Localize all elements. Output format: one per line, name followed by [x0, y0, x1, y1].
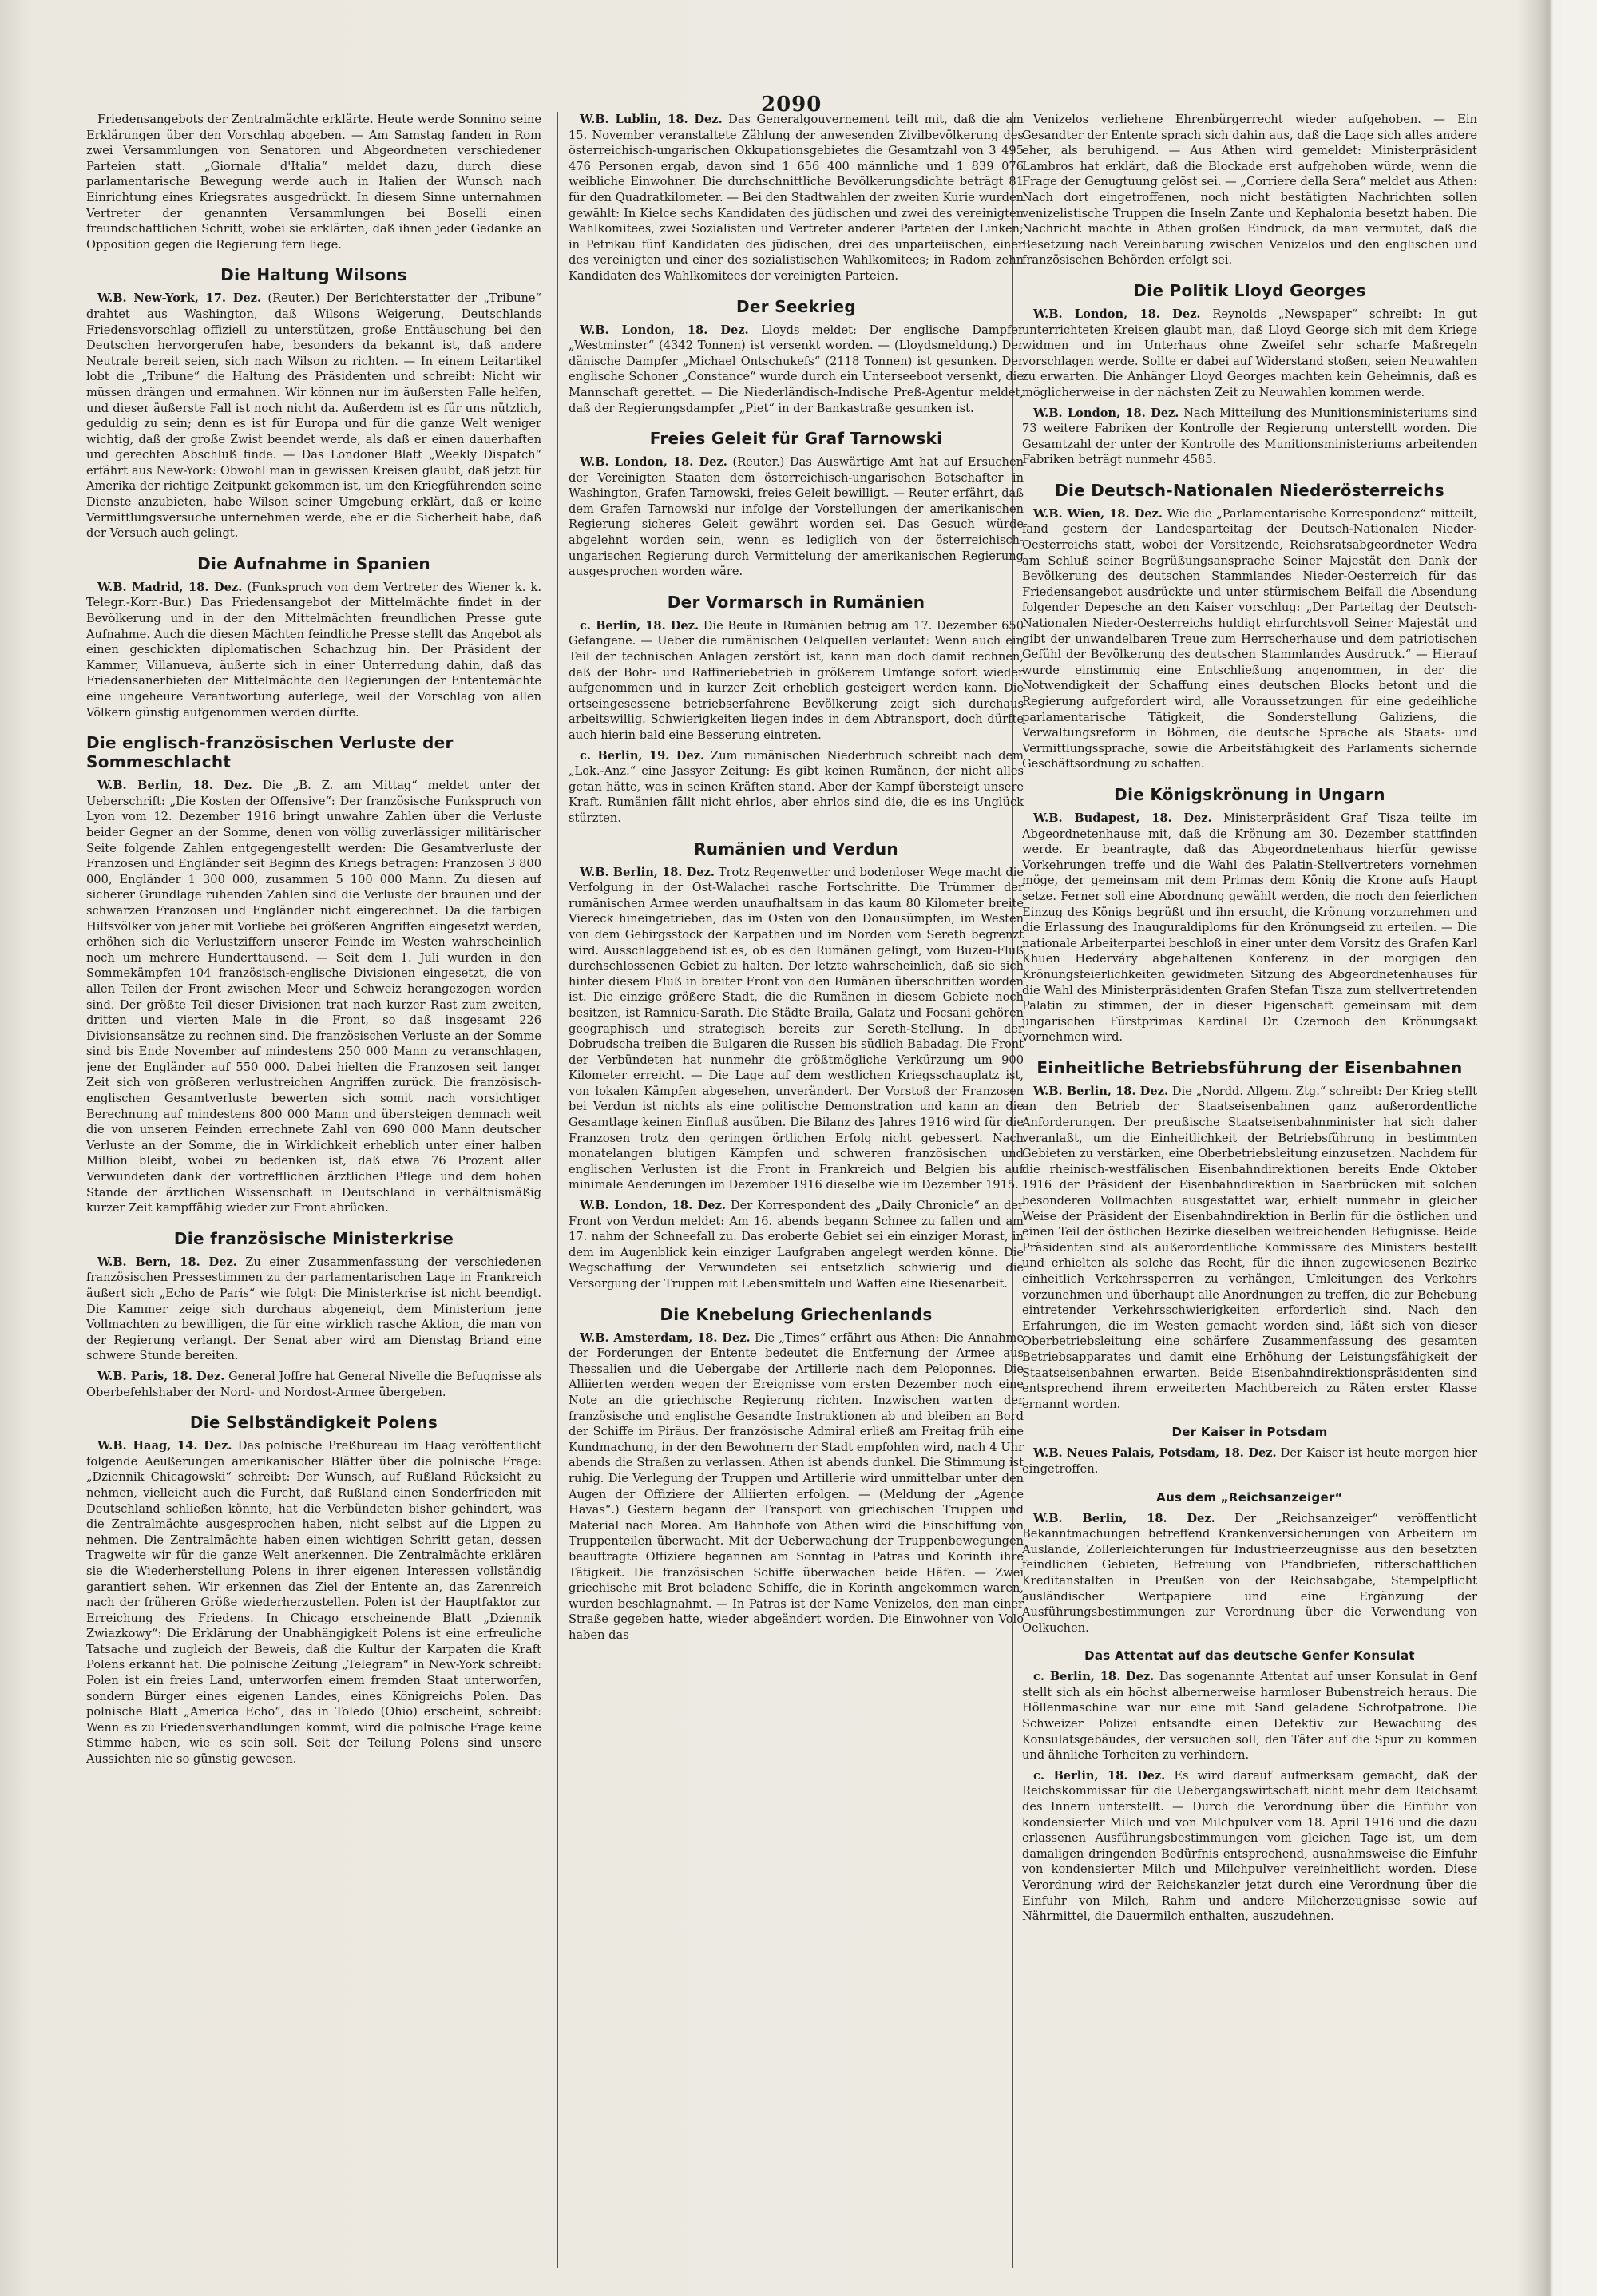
dateline: W.B. London, 18. Dez. [580, 455, 727, 470]
paragraph-text: Die Beute in Rumänien betrug am 17. Dezember 650 Gefangene. — Ueber die rumänischen Oelquellen verlautet: Wenn auch ein Teil der technischen Anlagen zerstört ist, kann man doch damit rechnen, daß der Bohr- und Raffineriebetrieb in größerem Umfange sofort wieder aufgenommen und in kurzer Zeit erheblich gesteigert werden kann. Die ortseingesessene betriebserfahrene Bevölkerung zeigt sich durchaus arbeitswillig. Schwierigkeiten liegen indes in dem Abtransport, doch dürfte auch hierin bald eine Besserung eintreten. [569, 618, 1024, 742]
article-headline: Der Seekrieg [735, 296, 857, 316]
dateline: c. Berlin, 18. Dez. [580, 618, 699, 632]
dateline: W.B. Lublin, 18. Dez. [580, 113, 723, 126]
paragraph-text: General Joffre hat General Nivelle die Befugnisse als Oberbefehlshaber der Nord- und Nordost-Armee übergeben. [86, 1369, 541, 1399]
article-headline: Die Aufnahme in Spanien [197, 553, 430, 573]
article-headline: Die Königskrönung in Ungarn [1114, 784, 1385, 804]
paragraph-text: Zum rumänischen Niederbruch schreibt nach dem „Lok.-Anz.“ eine Jassyer Zeitung: Es gibt keinen Rumänen, der nicht alles getan hätte, was in seinen Kräften stand. Aber der Kampf übersteigt unsere Kraft. Rumänien fällt nicht ehrlos, aber ehrlos sind die, die es ins Unglück stürzten. [569, 748, 1024, 825]
article-paragraph [86, 580, 541, 720]
column-1 [86, 112, 541, 2268]
paragraph-text: Der „Reichsanzeiger“ veröffentlicht Bekanntmachungen betreffend Krankenversicherungen von Arbeitern im Auslande, Zollerleichterungen für Industrieerzeugnisse aus den besetzten feindlichen Gebieten, Befreiung von Pfandbriefen, ritterschaftlichen Kreditanstalten in Preußen von der Reichsabgabe, Stempelpflicht ausländischer Wertpapiere und eine Ergänzung der Ausführungsbestimmungen zur Verordnung über die Verwendung von Oelkuchen. [1022, 1511, 1477, 1635]
article-paragraph [569, 1198, 1024, 1292]
article-paragraph [86, 1369, 541, 1400]
paragraph-text: Der Kaiser ist heute morgen hier eingetroffen. [1022, 1446, 1477, 1476]
article-headline: Die französische Ministerkrise [173, 1228, 454, 1248]
article-paragraph [86, 1255, 541, 1364]
column-rule [557, 112, 558, 2268]
article-headline: Die Knebelung Griechenlands [660, 1304, 933, 1324]
column-3 [1022, 112, 1477, 2268]
dateline: c. Berlin, 18. Dez. [1033, 1768, 1166, 1782]
dateline: W.B. Budapest, 18. Dez. [1033, 811, 1212, 825]
paragraph-text: (Funkspruch von dem Vertreter des Wiener k. k. Telegr.-Korr.-Bur.) Das Friedensangebot der Mittelmächte findet in der Bevölkerung und in der den Mittelmächten freundlichen Presse gute Aufnahme. Auch die diesen Mächten feindliche Presse stellt das Angebot als einen geschickten diplomatischen Schachzug hin. Der Präsident der Kammer, Villanueva, äußerte sich in einer Unterredung dahin, daß das Friedensanerbieten der Mittelmächte den Regierungen der Ententemächte eine ungeheure Verantwortung auferlege, weil der Vorschlag von allen Völkern günstig aufgenommen werden dürfte. [86, 580, 541, 720]
article-paragraph [86, 1438, 541, 1767]
dateline: W.B. Neues Palais, Potsdam, 18. Dez. [1033, 1446, 1277, 1461]
article-paragraph [569, 1330, 1024, 1644]
article-paragraph [86, 778, 541, 1216]
article-headline: Aus dem „Reichsanzeiger“ [1156, 1489, 1343, 1505]
article-headline: Die englisch-französischen Verluste der Sommeschlacht [86, 733, 454, 772]
paragraph-text: Zu einer Zusammenfassung der verschiedenen französischen Pressestimmen zu der parlamentarischen Lage in Frankreich äußert sich „Echo de Paris“ wie folgt: Die Ministerkrise ist nicht beendigt. Die Kammer zeige sich durchaus abgeneigt, dem Ministerium jene Vollmachten zu bewilligen, die für eine wirklich rasche Aktion, die man von der Regierung verlangt. Der Senat aber wird am Dienstag Briand eine schwere Stunde bereiten. [86, 1255, 541, 1363]
article-headline: Rumänien und Verdun [694, 839, 898, 859]
page-number: 2090 [761, 93, 822, 117]
dateline: W.B. Wien, 18. Dez. [1033, 506, 1163, 521]
article-headline: Der Kaiser in Potsdam [1171, 1425, 1328, 1440]
dateline: W.B. London, 18. Dez. [580, 323, 749, 337]
dateline: W.B. Bern, 18. Dez. [97, 1255, 237, 1269]
article-paragraph [1022, 1511, 1477, 1636]
dateline: W.B. Berlin, 18. Dez. [580, 865, 715, 879]
article-paragraph [1022, 1445, 1477, 1477]
article-paragraph [86, 291, 541, 541]
dateline: W.B. Haag, 14. Dez. [97, 1439, 232, 1453]
paragraph-text: (Reuter.) Das Auswärtige Amt hat auf Ersuchen der Vereinigten Staaten dem österreichisch-ungarischen Botschafter in Washington, Grafen Tarnowski, freies Geleit bewilligt. — Reuter erfährt, daß dem Grafen Tarnowski nur infolge der Vorstellungen der amerikanischen Regierung sicheres Geleit gewährt worden sei. Das Gesuch würde abgelehnt worden sein, wenn es lediglich von der österreichisch-ungarischen Regierung durch Vermittelung der amerikanischen Regierung ausgesprochen worden wäre. [569, 455, 1024, 579]
dateline: c. Berlin, 18. Dez. [1033, 1670, 1155, 1684]
paragraph-text: Wie die „Parlamentarische Korrespondenz“ mitteilt, fand gestern der Landesparteitag der Deutsch-Nationalen Nieder-Oesterreichs statt, wobei der Vorsitzende, Reichsratsabgeordneter Wedra am Schluß seiner Begrüßungsansprache Seiner Majestät den Dank der Bevölkerung des deutschen Stammlandes Nieder-Oesterreich für das Friedensangebot ausdrückte und unter stürmischem Beifall die Absendung folgender Depesche an den Kaiser vorschlug: „Der Parteitag der Deutsch-Nationalen Nieder-Oesterreichs huldigt ehrfurchtsvoll Seiner Majestät und gibt der unwandelbaren Treue zum Herrscherhause und dem patriotischen Gefühl der Bevölkerung des deutschen Stammlandes Ausdruck.“ — Hierauf wurde einstimmig eine Entschließung angenommen, in der die Notwendigkeit der Schaffung eines deutschen Blocks betont und die Regierung aufgefordert wird, alle Voraussetzungen für eine gedeihliche parlamentarische Tätigkeit, die Sonderstellung Galiziens, die Verwaltungsreform in Böhmen, die deutsche Sprache als Staats- und Vermittlungssprache, sowie die Arbeitsfähigkeit des Parlaments sichernde Geschäftsordnung zu schaffen. [1022, 506, 1477, 771]
dateline: W.B. Berlin, 18. Dez. [1033, 1084, 1169, 1098]
paragraph-text: Lloyds meldet: Der englische Dampfer „Westminster“ (4342 Tonnen) ist versenkt worden. — (Lloydsmeldung.) Der dänische Dampfer „Michael Ontschukefs“ (2118 Tonnen) ist gesunken. Der englische Schoner „Constance“ wurde durch ein Unterseeboot versenkt, die Mannschaft gerettet. — Die Niederländisch-Indische Preß-Agentur meldet, daß der Regierungsdampfer „Piet“ in der Bankastraße gesunken ist. [569, 323, 1024, 415]
article-paragraph [1022, 406, 1477, 468]
article-paragraph [1022, 1084, 1477, 1412]
paragraph-text: Die „Nordd. Allgem. Ztg.“ schreibt: Der Krieg stellt an den Betrieb der Staatseisenbahnen ganz außerordentliche Anforderungen. Der preußische Staatseisenbahnminister hat sich daher veranlaßt, um die Einheitlichkeit der Betriebsführung in bestimmten Gebieten zu verstärken, eine Oberbetriebsleitung einzusetzen. Nachdem für die rheinisch-westfälischen Eisenbahndirektionen bereits Ende Oktober 1916 der Präsident der Eisenbahndirektion in Saarbrücken mit solchen besonderen Vollmachten ausgestattet war, erhielt nunmehr in gleicher Weise der Präsident der Eisenbahndirektion in Berlin für die östlichen und einen Teil der östlichen Bezirke dieselben weitreichenden Befugnisse. Beide Präsidenten sind als außerordentliche Kommissare des Ministers bestellt und erhielten als solche das Recht, für die ihnen zugewiesenen Bezirke einheitlich Verkehrssperren zu verhängen, Umleitungen des Verkehrs vorzunehmen und überhaupt alle Anordnungen zu treffen, die zur Behebung eintretender Verkehrsschwierigkeiten erforderlich sind. Nach den Erfahrungen, die im Westen gemacht worden sind, läßt sich von dieser Oberbetriebsleitung eine schärfere Zusammenfassung des gesamten Betriebsapparates und damit eine Erhöhung der Leistungsfähigkeit der Staatseisenbahnen erwarten. Beide Eisenbahndirektionspräsidenten sind entsprechend ihrem erweiterten Machtbereich zu Räten erster Klasse ernannt worden. [1022, 1084, 1477, 1411]
page-edge [1561, 0, 1597, 2296]
dateline: W.B. Berlin, 18. Dez. [1033, 1511, 1215, 1525]
paragraph-text: Es wird darauf aufmerksam gemacht, daß der Reichskommissar für die Uebergangswirtschaft nicht mehr dem Reichsamt des Innern unterstellt. — Durch die Verordnung über die Einfuhr von kondensierter Milch und von Milchpulver vom 18. April 1916 und die dazu erlassenen Ausführungsbestimmungen vom gleichen Tage ist, um dem damaligen dringenden Bedürfnis entsprechend, ausnahmsweise die Einfuhr von kondensierter Milch und Milchpulver vereinheitlicht worden. Diese Verordnung wird der Reichskanzler jetzt durch eine Verordnung über die Einfuhr von Milch, Rahm und andere Milcherzeugnisse sowie auf Nährmittel, die Dauermilch enthalten, auszudehnen. [1022, 1768, 1477, 1924]
paragraph-text: Das polnische Preßbureau im Haag veröffentlicht folgende Aeußerungen amerikanischer Blätter über die polnische Frage: „Dziennik Chicagowski“ schreibt: Der Wunsch, auf Rußland Rücksicht zu nehmen, vielleicht auch die Furcht, daß Rußland einen Sonderfrieden mit Deutschland schließen könnte, hat die Verbündeten bisher gehindert, was die Zentralmächte ausgesprochen haben, nicht selbst auf die Lippen zu nehmen. Die Zentralmächte haben einen wichtigen Schritt getan, dessen Tragweite wir für die ganze Welt anerkennen. Die Zentralmächte erklären sie die Wiederherstellung Polens in ihrer eigenen Interessen vollständig garantiert sehen. Wir erkennen das Ziel der Entente an, das Zarenreich nach der früheren Größe wiederherzustellen. Polen ist der Hauptfaktor zur Erreichung des Friedens. In Chicago erscheinende Blatt „Dziennik Zwiazkowy“: Die Erklärung der Unabhängigkeit Polens ist eine erfreuliche Tatsache und zugleich der Beweis, daß die Kultur der Karpaten die Kraft Polens erkannt hat. Die polnische Zeitung „Telegram“ in New-York schreibt: Polen ist ein freies Land, unterworfen einem fremden Staat unterworfen, sondern Bürger eines eigenen Landes, eines Königreichs Polen. Das polnische Blatt „America Echo“, das in Toledo (Ohio) erscheint, schreibt: Wenn es zu Friedensverhandlungen kommt, wird die polnische Frage keine Stimme haben, wie es sein soll. Seit der Teilung Polens sind unsere Aussichten nie so günstig gewesen. [86, 1439, 541, 1767]
dateline: W.B. London, 18. Dez. [580, 1199, 726, 1213]
article-paragraph [1022, 1768, 1477, 1925]
paragraph-text: Trotz Regenwetter und bodenloser Wege macht die Verfolgung in der Ost-Walachei rasche Fortschritte. Die Trümmer der rumänischen Armee werden unaufhaltsam in das kaum 80 Kilometer breite Viereck hineingetrieben, das im Osten von den Donausümpfen, im Westen von dem Gebirgsstock der Karpathen und im Norden vom Sereth begrenzt wird. Ausschlaggebend ist es, ob es den Rumänen gelingt, vom Buzeu-Fluß durchschlossenen Gebiet zu halten. Der letzte wahrscheinlich, daß sie sich hinter diesem Fluß in breiter Front von den Rumänen überschritten worden ist. Die einzige größere Stadt, die die Rumänen in diesem Gebiete noch besitzen, ist Ramnicu-Sarath. Die Städte Braila, Galatz und Focsani gehören geographisch und strategisch bereits zur Sereth-Stellung. In der Dobrudscha treiben die Bulgaren die Russen bis südlich Babadag. Die Front der Verbündeten hat nunmehr die größtmögliche Verkürzung um 900 Kilometer erreicht. — Die Lage auf dem westlichen Kriegsschauplatz ist, von lokalen Kämpfen abgesehen, unverändert. Der Vorstoß der Franzosen bei Verdun ist nichts als eine politische Demonstration und kann an die Gesamtlage keinen Einfluß ausüben. Die Bilanz des Jahres 1916 wird für die Franzosen trotz den geringen örtlichen Erfolg nicht gebessert. Nach monatelangen blutigen Kämpfen und schweren französischen und englischen Verlusten ist die Front in Frankreich und Belgien bis auf minimale Aenderungen im Dezember 1916 dieselbe wie im Dezember 1915. [569, 865, 1024, 1192]
paragraph-text: Die „B. Z. am Mittag“ meldet unter der Ueberschrift: „Die Kosten der Offensive“: Der französische Funkspruch von Lyon vom 12. Dezember 1916 bringt unwahre Zahlen über die Verluste beider Gegner an der Somme, denen von völlig zuverlässiger militärischer Seite folgende Zahlen entgegengestellt werden: Die Gesamtverluste der Franzosen und Engländer seit Beginn des Kriegs betragen: Franzosen 3 800 000, Engländer 1 300 000, zusammen 5 100 000 Mann. Zu diesen auf sicherer Grundlage ruhenden Zahlen sind die Verluste der braunen und der schwarzen Franzosen und Engländer nicht eingerechnet. Da die farbigen Hilfsvölker von jeher mit Vorliebe bei größeren Angriffen eingesetzt werden, erhöhen sich die Verlustziffern unserer Feinde im Westen wahrscheinlich noch um mehrere Hunderttausend. — Seit dem 1. Juli wurden in den Sommekämpfen 104 französisch-englische Divisionen eingesetzt, die von allen Teilen der Front zwischen Meer und Schweiz herangezogen worden sind. Der größte Teil dieser Divisionen trat nach kurzer Rast zum zweiten, dritten und vierten Male in die Front, so daß insgesamt 226 Divisionsansätze zu rechnen sind. Die französischen Verluste an der Somme sind bis Ende November auf mindestens 250 000 Mann zu veranschlagen, jene der Engländer auf 550 000. Dabei hielten die Franzosen seit langer Zeit sich von größeren verlustreichen Angriffen zurück. Die französisch-englischen Gesamtverluste bewerten sich somit nach vorsichtiger Berechnung auf mindestens 800 000 Mann und übersteigen demnach weit die von unseren Feinden errechnete Zahl von 690 000 Mann deutscher Verluste an der Somme, die in Wirklichkeit erheblich unter einer halben Million bleibt, wobei zu bedenken ist, daß etwa 76 Prozent aller Verwundeten dank der vortrefflichen ärztlichen Pflege und dem hohen Stande der ärztlichen Wissenschaft in Deutschland in verhältnismäßig kurzer Zeit kampffähig wieder zur Front abrücken. [86, 779, 541, 1215]
dateline: W.B. Amsterdam, 18. Dez. [580, 1330, 751, 1345]
dateline: W.B. Berlin, 18. Dez. [97, 779, 252, 793]
article-headline: Die Deutsch-Nationalen Niederösterreichs [1055, 480, 1444, 500]
article-headline: Der Vormarsch in Rumänien [667, 592, 925, 612]
article-headline: Die Selbständigkeit Polens [189, 1413, 438, 1433]
paragraph-text: Das Generalgouvernement teilt mit, daß die am 15. November veranstaltete Zählung der anwesenden Zivilbevölkerung des österreichisch-ungarischen Okkupationsgebietes die Gesamtzahl von 3 495 476 Personen ergab, davon sind 1 656 400 männliche und 1 839 076 weibliche Einwohner. Die durchschnittliche Bevölkerungsdichte beträgt 81 für den Quadratkilometer. — Bei den Stadtwahlen der zweiten Kurie wurden gewählt: In Kielce sechs Kandidaten des jüdischen und zwei des vereinigten Wahlkomitees, zwei Sozialisten und Vertreter anderer Parteien der Linken; in Petrikau fünf Kandidaten des jüdischen, drei des unparteiischen, einer des vereinigten und einer des sozialistischen Wahlkomitees; in Radom zehn Kandidaten des Wahlkomitees der vereinigten Parteien. [569, 113, 1024, 283]
article-headline: Freies Geleit für Graf Tarnowski [649, 429, 943, 449]
article-headline: Einheitliche Betriebsführung der Eisenbahnen [1036, 1057, 1463, 1077]
paragraph-text: (Reuter.) Der Berichterstatter der „Tribune“ drahtet aus Washington, daß Wilsons Weigerung, Deutschlands Friedensvorschlag offiziell zu unterstützen, große Enttäuschung bei den Deutschen hervorgerufen habe, besonders da bekannt ist, daß andere Neutrale bereit seien, sich nach Wilson zu richten. — In einem Leitartikel lobt die „Tribune“ die Haltung des Präsidenten und schreibt: Nicht wir müssen drängen und ermahnen. Wir können nur im äußersten Falle helfen, und dieser äußerste Fall ist noch nicht da. Außerdem ist es für uns nützlich, geduldig zu sein; denn es ist für Europa und für die ganze Welt weniger wichtig, daß der große Zwist beendet werde, als daß er einen dauerhaften und gerechten Abschluß finde. — Das Londoner Blatt „Weekly Dispatch“ erfährt aus New-York: Obwohl man in gewissen Kreisen glaubt, daß jetzt für Amerika der richtige Zeitpunkt gekommen ist, um den Kriegführenden seine Dienste anzubieten, habe Wilson seiner Umgebung erklärt, daß er keine Vermittlungsversuche unternehmen werde, ehe er die Sicherheit habe, daß der Versuch auch gelingt. [86, 291, 541, 541]
article-headline: Die Haltung Wilsons [220, 265, 407, 285]
article-paragraph [569, 112, 1024, 284]
paragraph-text: Das sogenannte Attentat auf unser Konsulat in Genf stellt sich als ein höchst albernerweise harmloser Bubenstreich heraus. Die Höllenmaschine war nur eine mit Sand geladene Schrotpatrone. Die Schweizer Polizei entsandte einen Detektiv zur Bewachung des Konsulatsgebäudes, der versuchen soll, den Täter auf die Spur zu kommen und ähnliche Torheiten zu verhindern. [1022, 1670, 1477, 1763]
article-paragraph [86, 112, 541, 252]
paragraph-text: Der Korrespondent des „Daily Chronicle“ an der Front von Verdun meldet: Am 16. abends begann Schnee zu fallen und am 17. nahm der Schneefall zu. Das eroberte Gebiet sei ein einziger Morast, in dem im Augenblick kein einziger Laufgraben angelegt werden könne. Die Wegschaffung der Verwundeten sei entsetzlich schwierig und die Versorgung der Truppen mit Lebensmitteln und Waffen eine Riesenarbeit. [569, 1199, 1024, 1291]
paragraph-text: Reynolds „Newspaper“ schreibt: In gut unterrichteten Kreisen glaubt man, daß Lloyd George sich mit dem Kriege widmen und im Unterhaus ohne Zweifel sehr scharfe Maßregeln vorschlagen werde. Sollte er dabei auf Widerstand stoßen, seien Neuwahlen zu erwarten. Die Anhänger Lloyd Georges machten kein Geheimnis, daß es möglicherweise in der nächsten Zeit zu Neuwahlen kommen werde. [1022, 307, 1477, 399]
article-headline: Die Politik Lloyd Georges [1133, 280, 1366, 300]
dateline: W.B. Paris, 18. Dez. [97, 1369, 225, 1383]
article-headline: Das Attentat auf das deutsche Genfer Konsulat [1084, 1648, 1415, 1664]
paragraph-text: Die „Times“ erfährt aus Athen: Die Annahme der Forderungen der Entente bedeutet die Entfernung der Armee aus Thessalien und die Uebergabe der Artillerie nach dem Peloponnes. Die Alliierten werden wegen der Ereignisse vom ersten Dezember noch eine Note an die griechische Regierung richten. Inzwischen warten der französische und englische Gesandte Instruktionen ab und bleiben an Bord der Schiffe im Piräus. Der französische Admiral erließ am Freitag früh eine Kundmachung, in der den Bewohnern der Stadt empfohlen wird, nach 4 Uhr abends die Straßen zu verlassen. Athen ist abends dunkel. Die Stimmung ist ruhig. Die Verlegung der Truppen und Artillerie wird unmittelbar unter den Augen der Offiziere der Alliierten erfolgen. — (Meldung der „Agence Havas“.) Gestern begann der Transport von griechischen Truppen und Material nach Morea. Am Bahnhofe von Athen wird die Einschiffung von Truppenteilen überwacht. Mit der Ueberwachung der Truppenbewegungen beauftragte Offiziere begannen am Sonntag in Patras und Korinth ihre Tätigkeit. Die französischen Schiffe überwachen beide Häfen. — Zwei griechische mit Brot beladene Schiffe, die in Korinth angekommen waren, wurden beschlagnahmt. — In Patras ist der Name Venizelos, den man einer Straße gegeben hatte, wieder abgeändert worden. Die Einwohner von Volo haben das [569, 1330, 1024, 1642]
article-paragraph [569, 618, 1024, 744]
paragraph-text: Nach Mitteilung des Munitionsministeriums sind 73 weitere Fabriken der Kontrolle der Regierung unterstellt worden. Die Gesamtzahl der unter der Kontrolle des Munitionsministeriums arbeitenden Fabriken beträgt nunmehr 4585. [1022, 406, 1477, 467]
article-paragraph [1022, 811, 1477, 1045]
article-paragraph [569, 748, 1024, 827]
article-paragraph [1022, 506, 1477, 772]
dateline: W.B. New-York, 17. Dez. [97, 291, 262, 306]
dateline: c. Berlin, 19. Dez. [580, 748, 705, 763]
article-paragraph [1022, 112, 1477, 268]
column-2 [569, 112, 1024, 2268]
article-paragraph [569, 323, 1024, 417]
paragraph-text: Friedensangebots der Zentralmächte erklärte. Heute werde Sonnino seine Erklärungen über den Vorschlag abgeben. — Am Samstag fanden in Rom zwei Versammlungen von Senatoren und Abgeordneten verschiedener Parteien statt. „Giornale d'Italia“ meldet dazu, durch diese parlamentarische Bewegung werde auch in Italien der Wunsch nach Einrichtung eines Kriegsrates ausgedrückt. In diesem Sinne unternahmen Vertreter der genannten Versammlungen bei Boselli einen freundschaftlichen Schritt, wobei sie erklärten, daß ihnen jeder Gedanke an Opposition gegen die Regierung fern liege. [86, 113, 541, 252]
article-paragraph [1022, 1669, 1477, 1763]
article-paragraph [569, 454, 1024, 580]
article-paragraph [569, 865, 1024, 1193]
dateline: W.B. London, 18. Dez. [1033, 406, 1179, 420]
article-paragraph [1022, 307, 1477, 401]
dateline: W.B. Madrid, 18. Dez. [97, 580, 243, 594]
dateline: W.B. London, 18. Dez. [1033, 307, 1201, 321]
paragraph-text: Venizelos verliehene Ehrenbürgerrecht wieder aufgehoben. — Ein Gesandter der Entente sprach sich dahin aus, daß die Lage sich alles andere eher, als beruhigend. — Aus Athen wird gemeldet: Ministerpräsident Lambros hat erklärt, daß die Blockade erst aufgehoben würde, wenn die Frage der Genugtuung gelöst sei. — „Corriere della Sera“ meldet aus Athen: Nach dort eingetroffenen, noch nicht bestätigten Nachrichten sollen venizelistische Truppen die Inseln Zante und Kephalonia besetzt haben. Die Nachricht machte in Athen großen Eindruck, da man vermutet, daß die Besetzung nach Vereinbarung zwischen Venizelos und den englischen und französischen Behörden erfolgt sei. [1022, 113, 1477, 268]
paragraph-text: Ministerpräsident Graf Tisza teilte im Abgeordnetenhause mit, daß die Krönung am 30. Dezember stattfinden werde. Er beantragte, daß das Abgeordnetenhaus hierfür gewisse Vorkehrungen treffe und die Wahl des Palatin-Stellvertreters vornehmen möge, der gemeinsam mit dem Primas dem König die Krone aufs Haupt setze. Ferner soll eine Abordnung gewählt werden, die noch den feierlichen Einzug des Königs begrüßt und ihn ersucht, die Krönung vorzunehmen und die Erlassung des Inauguraldiploms für den Krönungseid zu erteilen. — Die nationale Arbeiterpartei beschloß in einer unter dem Vorsitz des Grafen Karl Khuen Hederváry abgehaltenen Konferenz in der morgigen den Krönungsfeierlichkeiten gewidmeten Sitzung des Abgeordnetenhauses für die Wahl des Ministerpräsidenten Grafen Stefan Tisza zum stellvertretenden Palatin zu stimmen, der in dieser Eigenschaft gemeinsam mit dem ungarischen Fürstprimas Kardinal Dr. Czernoch den Krönungsakt vornehmen wird. [1022, 811, 1477, 1045]
